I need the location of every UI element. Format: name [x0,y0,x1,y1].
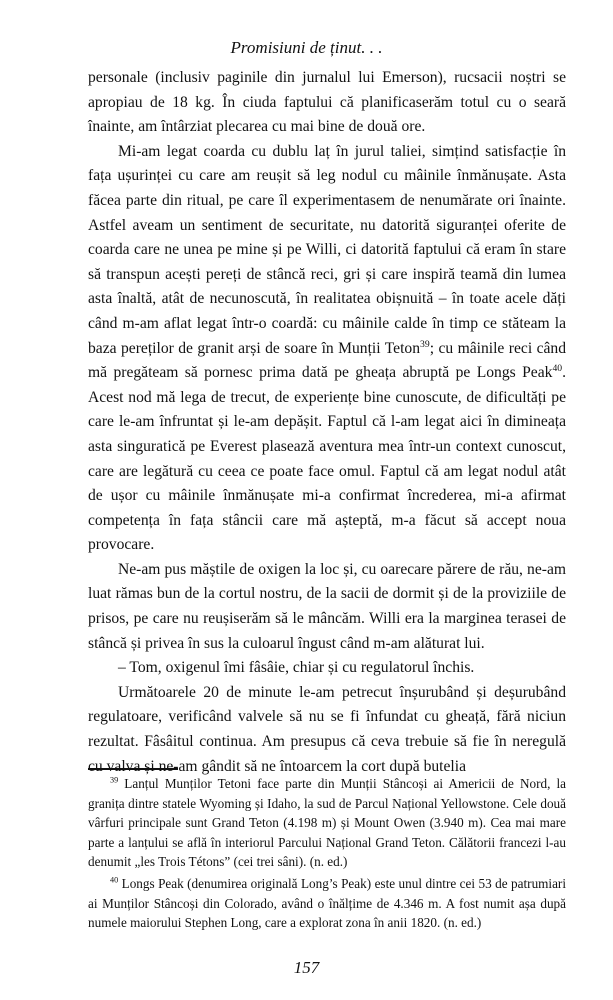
paragraph-3: Ne-am pus măștile de oxigen la loc și, cu oarecare părere de rău, ne-am luat rămas bun de la cortul nostru, de la sacii de dormit și de la proviziile de prisos, pe care nu reușiserăm să le mâncăm. Willi era la marginea terasei de stâncă și privea în sus la culoarul îngust când m-am alăturat lui. [88,560,566,652]
paragraph-1: personale (inclusiv paginile din jurnalul lui Emerson), rucsacii noștri se apropiau de 18 kg. În ciuda faptului că planificaserăm totul cu o seară înainte, am întârziat plecarea cu mai bine de două ore. [88,69,566,136]
footnote-39-number: 39 [110,775,119,785]
footnote-39 [88,774,566,872]
footnote-separator [88,768,178,770]
footnotes [88,774,566,935]
dialogue-line: – Tom, oxigenul îmi fâsâie, chiar și cu regulatorul închis. [118,659,475,677]
paragraph-2-part-2: ; cu mâinile reci când mă pregăteam să pornesc prima dată pe gheața abruptă pe Longs Peak [88,339,567,382]
footnote-40-number: 40 [110,875,119,885]
footnote-40-text: Longs Peak (denumirea originală Long’s Peak) este unul dintre cei 53 de patrumiari ai Munților Stâncoși din Colorado, având o înălțime de 4.346 m. A fost numit așa după numele maiorului Stephen Long, care a explorat zona în anii 1820. (n. ed.) [88,875,566,931]
footnote-39-text: Lanțul Munților Tetoni face parte din Munții Stâncoși ai Americii de Nord, la granița dintre statele Wyoming și Idaho, la sud de Parcul Național Yellowstone. Cele două vârfuri principale sunt Grand Teton (4.198 m) și Mount Owen (3.940 m). Cea mai mare parte a lanțului se află în interiorul Parcului Național Grand Teton. Călătorii francezi l-au denumit „les Trois Tétons” (cei trei sâni). (n. ed.) [88,776,566,870]
footnote-ref-40: 40 [552,362,563,374]
body-text [88,66,566,779]
paragraph-2-part-3: . Acest nod mă lega de trecut, de experiențe bine cunoscute, de dificultăți pe care le-am înfruntat și le-am depășit. Faptul că l-am legat aici în dimineața asta singuratică pe Everest plasează aventura mea într-un context cunoscut, care are legătură cu ceea ce poate face omul. Faptul că am legat nodul atât de ușor cu mâinile înmănușate mi-a confirmat încrederea, mi-a afirmat competența în fața stâncii care mă așteptă, m-a făcut să accept noua provocare. [88,364,566,554]
paragraph-2 [88,140,566,558]
paragraph-5: Următoarele 20 de minute le-am petrecut înșurubând și deșurubând regulatoare, verificând valvele să nu se fi înfundat cu gheață, fără niciun rezultat. Fâsâitul continua. Am presupus că ceva trebuie să fie în neregulă cu valva și ne-am gândit să ne întoarcem la cort după butelia [88,683,566,775]
page-number: 157 [293,958,320,977]
paragraph-2-part-1: Mi-am legat coarda cu dublu laț în jurul taliei, simțind satisfacție în fața ușurinței cu care am reușit să leg nodul cu mâinile înmănușate. Asta făcea parte din ritual, pe care îl experimentasem de nenumărate ori înainte. Astfel aveam un sentiment de securitate, nu datorită siguranței oferite de coarda care ne unea pe mine și pe Willi, ci datorită faptului că eram în stare să transpun acești pereți de stâncă reci, gri și care inspiră teamă din lumea asta înaltă, atât de necunoscută, în realitatea obișnuită – în toate acele dăți când m-am aflat legat într-o coardă: cu mâinile calde în timp ce stăteam la baza pereților de granit arși de soare în Munții Teton [88,142,566,357]
footnote-ref-39: 39 [420,338,430,350]
running-head: Promisiuni de ținut. . . [230,38,383,57]
footnote-40 [88,874,566,933]
